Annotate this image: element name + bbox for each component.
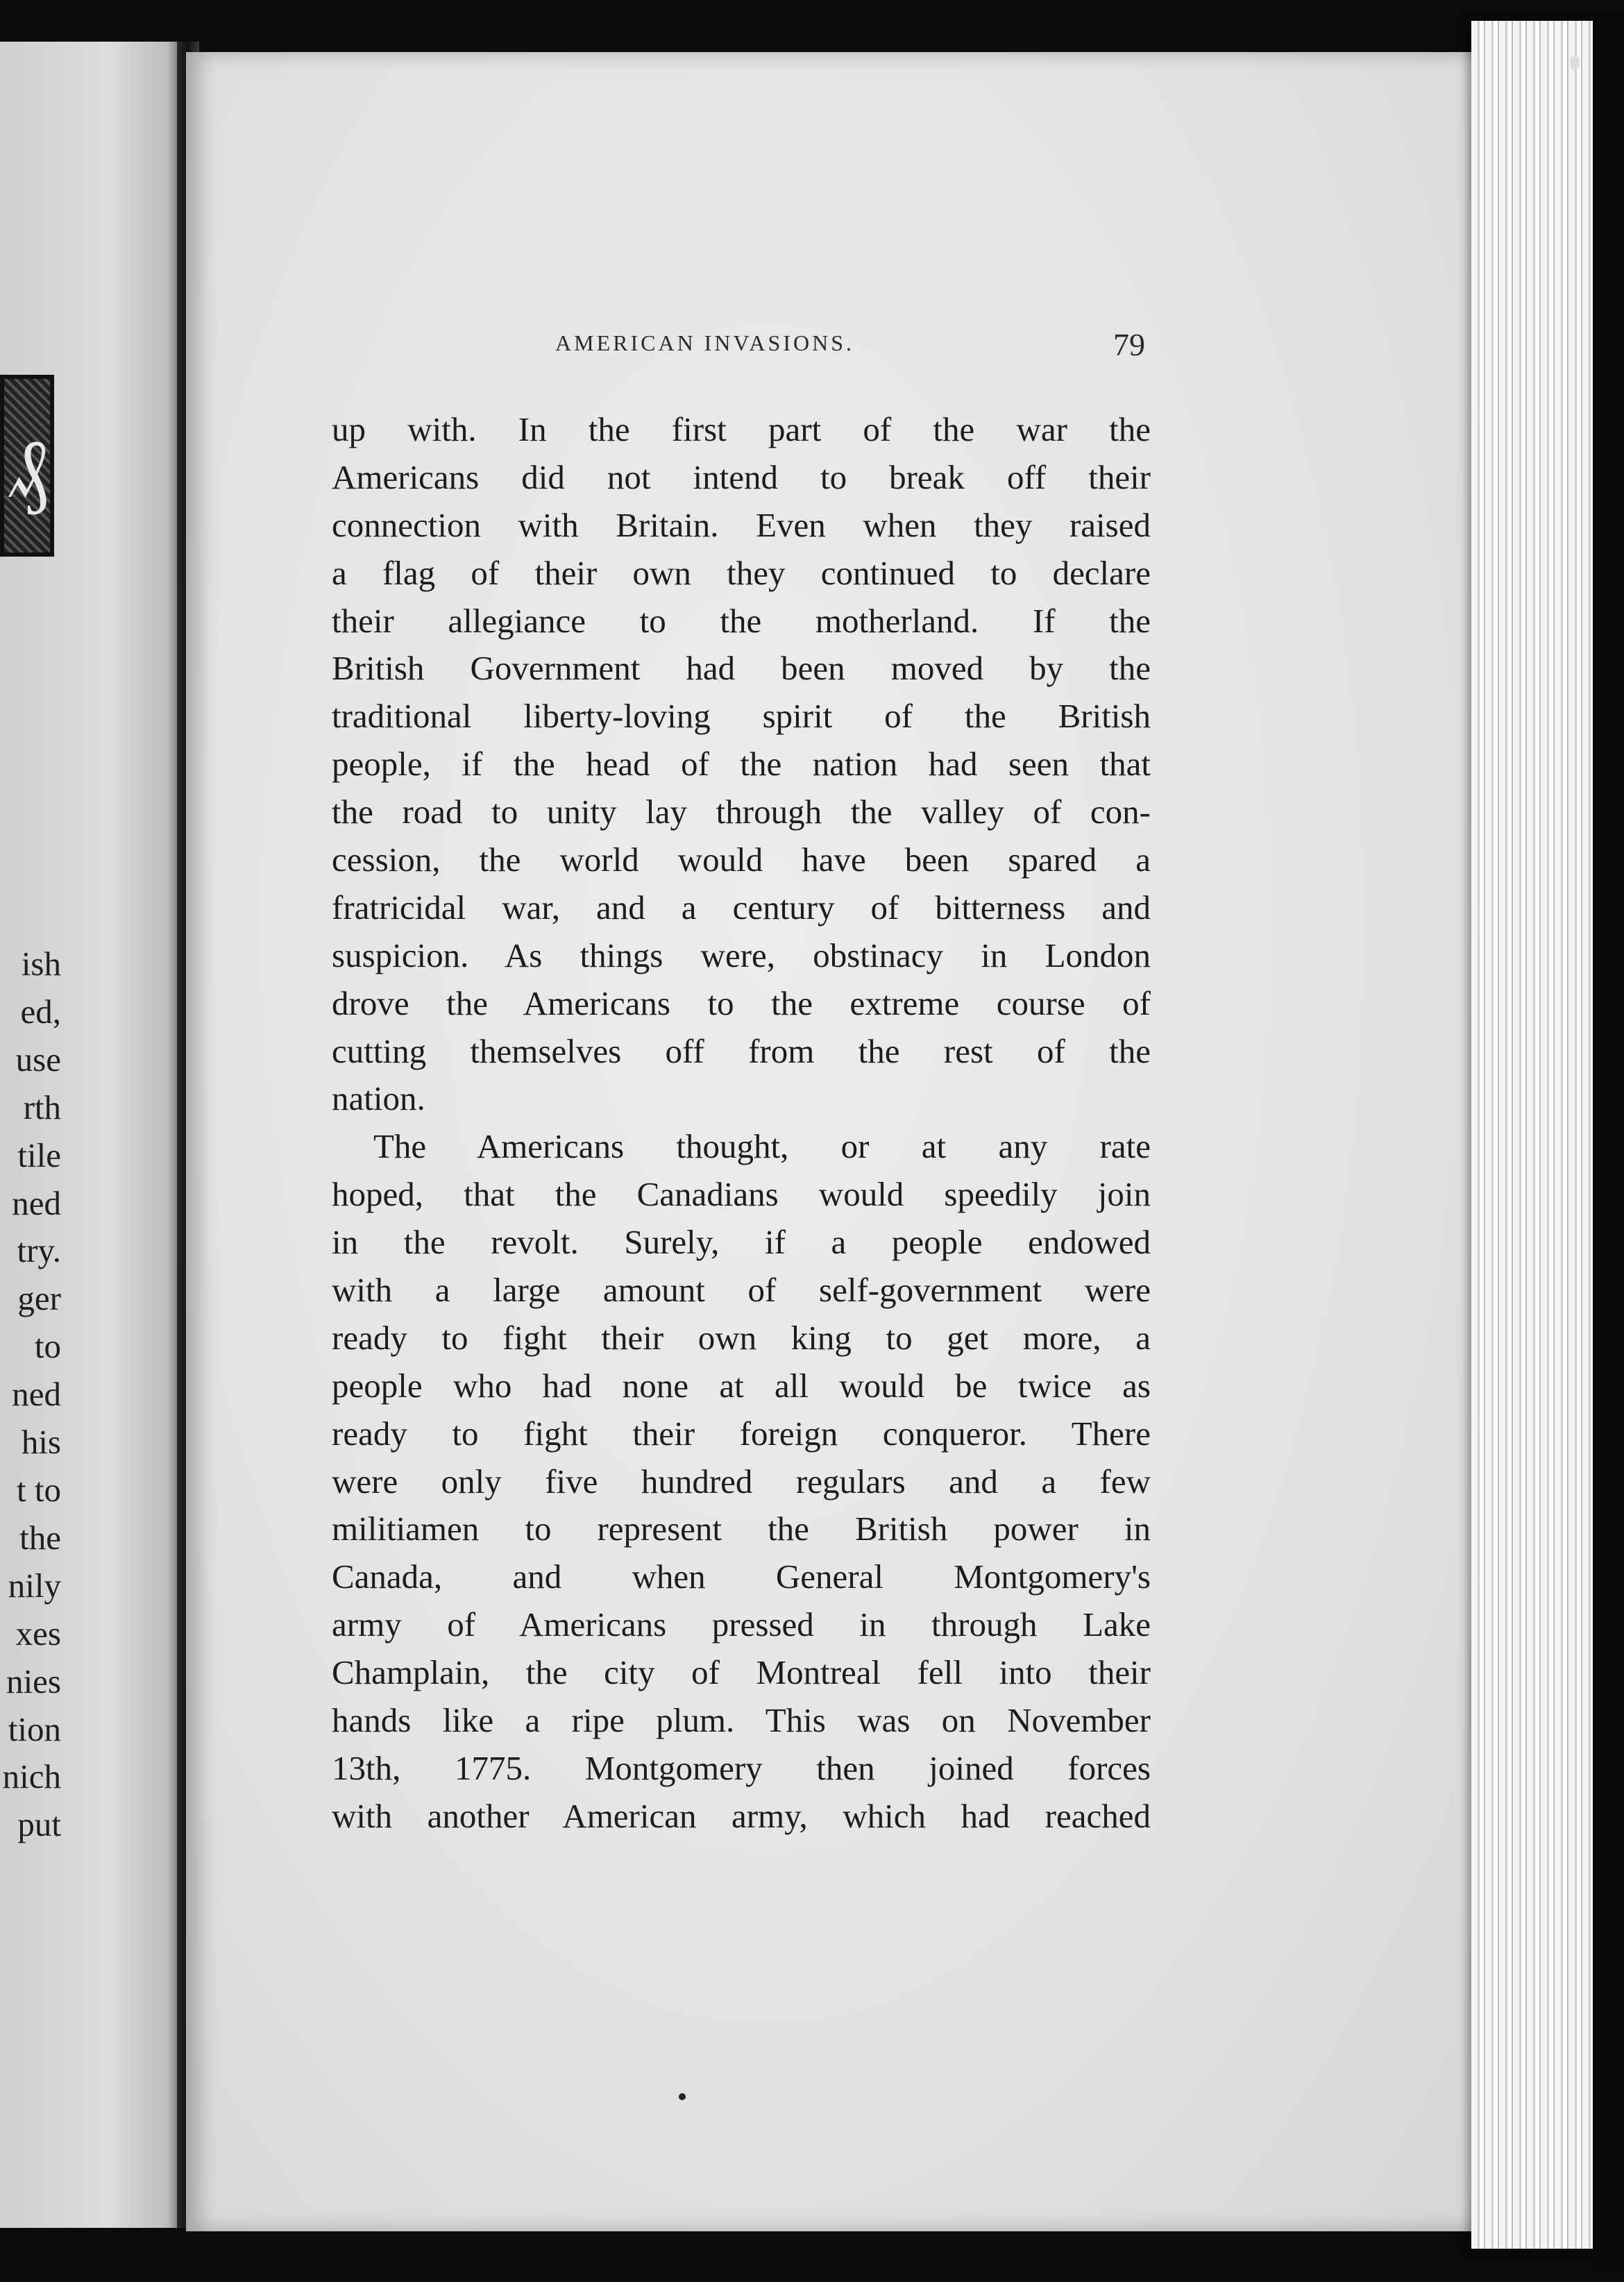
left-fragment: xes (15, 1614, 61, 1653)
text-line: drove the Americans to the extreme course of (332, 983, 1151, 1022)
text-line: with a large amount of self-government were (332, 1271, 1151, 1310)
left-fragment: nies (6, 1662, 61, 1700)
ornament-glyph: ₰ (7, 423, 49, 515)
left-page-ornament (0, 375, 54, 557)
left-fragment: try. (17, 1231, 61, 1270)
text-line: British Government had been moved by the (332, 649, 1151, 688)
text-line: were only five hundred regulars and a few (332, 1462, 1151, 1501)
body-text (332, 406, 1151, 1841)
text-line: army of Americans pressed in through Lake (332, 1605, 1151, 1644)
ink-speck (679, 2093, 686, 2100)
text-line: their allegiance to the motherland. If the (332, 601, 1151, 640)
page-edges (1471, 21, 1593, 2249)
text-line: Americans did not intend to break off their (332, 457, 1151, 496)
text-line-paragraph-end: nation. (332, 1079, 425, 1118)
left-fragment: nily (8, 1566, 61, 1605)
text-line: in the revolt. Surely, if a people endowed (332, 1223, 1151, 1262)
text-line: hands like a ripe plum. This was on November (332, 1701, 1151, 1740)
text-line: ready to fight their own king to get more, a (332, 1318, 1151, 1357)
text-line: people, if the head of the nation had seen that (332, 745, 1151, 784)
left-fragment: put (17, 1805, 61, 1844)
left-fragment: nich (2, 1757, 61, 1796)
left-fragment: ish (21, 945, 61, 983)
text-line: militiamen to represent the British power in (332, 1510, 1151, 1548)
left-fragment: tile (17, 1135, 61, 1174)
left-fragment: use (15, 1040, 61, 1079)
left-fragment: the (19, 1518, 61, 1557)
text-line: suspicion. As things were, obstinacy in London (332, 936, 1151, 974)
left-fragment: ed, (20, 992, 61, 1031)
text-line: Canada, and when General Montgomery's (332, 1557, 1151, 1596)
left-fragment: rth (23, 1088, 61, 1126)
text-line: traditional liberty-loving spirit of the British (332, 697, 1151, 736)
running-head: AMERICAN INVASIONS. (555, 330, 854, 355)
text-line: people who had none at all would be twice as (332, 1366, 1151, 1405)
left-fragment: ned (12, 1183, 61, 1222)
text-line: a flag of their own they continued to declare (332, 553, 1151, 592)
text-line: cession, the world would have been spared a (332, 840, 1151, 879)
left-fragment: his (21, 1423, 61, 1462)
left-fragment: tion (8, 1709, 61, 1748)
dust-speck (1570, 56, 1580, 69)
text-line-paragraph-start: The Americans thought, or at any rate (373, 1127, 1151, 1166)
text-line: hoped, that the Canadians would speedily join (332, 1175, 1151, 1214)
text-line: with another American army, which had reached (332, 1796, 1151, 1835)
text-line: fratricidal war, and a century of bitterness and (332, 888, 1151, 927)
left-fragment: ger (17, 1279, 61, 1318)
left-page-text-fragments (0, 940, 61, 1849)
left-fragment: to (34, 1327, 61, 1366)
text-line: 13th, 1775. Montgomery then joined forces (332, 1748, 1151, 1787)
text-line: connection with Britain. Even when they raised (332, 505, 1151, 544)
text-line: Champlain, the city of Montreal fell into their (332, 1653, 1151, 1692)
text-line: the road to unity lay through the valley of con- (332, 793, 1151, 831)
left-fragment: t to (17, 1470, 61, 1509)
left-fragment: ned (12, 1375, 61, 1414)
text-line: up with. In the first part of the war the (332, 410, 1151, 448)
page-number: 79 (1113, 327, 1145, 362)
text-line: cutting themselves off from the rest of the (332, 1031, 1151, 1070)
scan-border (1593, 14, 1624, 2270)
text-line: ready to fight their foreign conqueror. There (332, 1414, 1151, 1453)
